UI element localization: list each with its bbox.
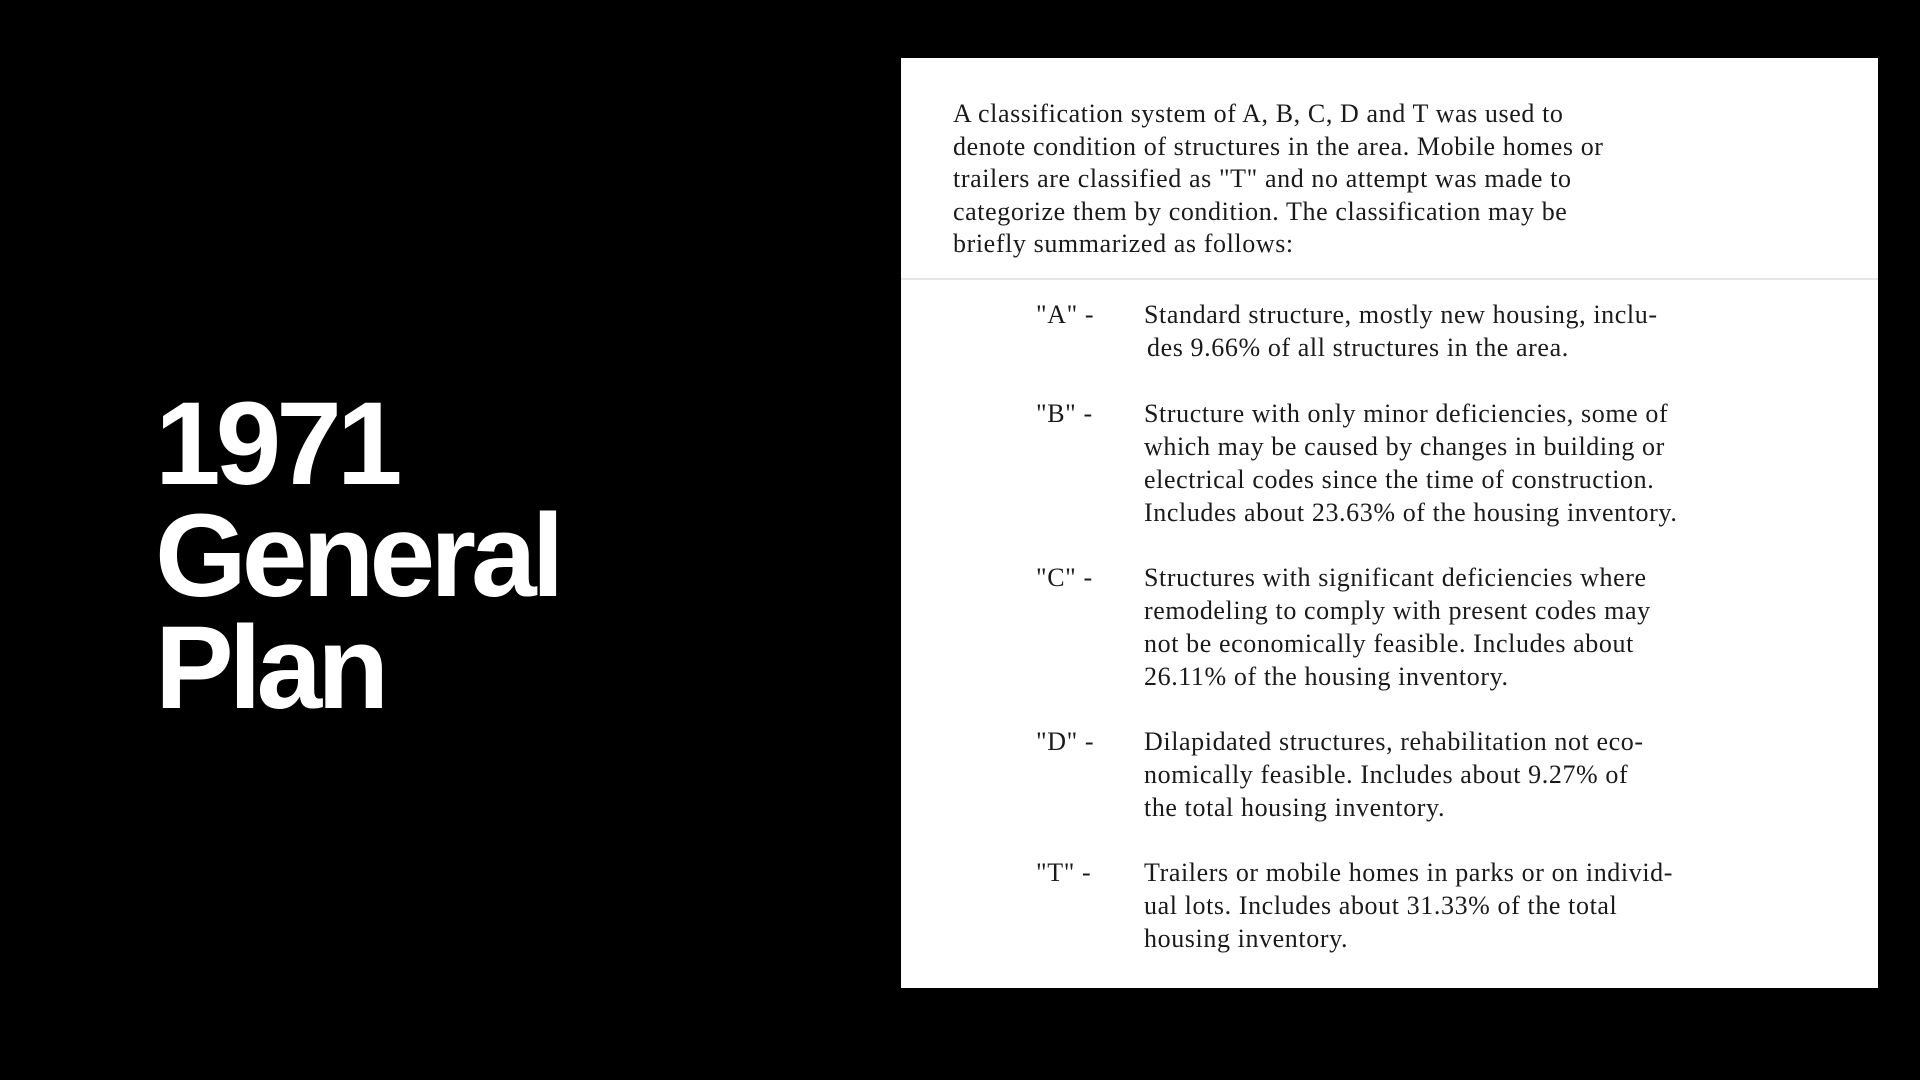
description-line: nomically feasible. Includes about 9.27% of bbox=[1144, 760, 1629, 789]
intro-line: categorize them by condition. The classification may be bbox=[953, 196, 1568, 226]
slide-title bbox=[155, 378, 560, 734]
intro-line: trailers are classified as "T" and no attempt was made to bbox=[953, 164, 1572, 193]
title-line-year: 1971 bbox=[155, 378, 398, 510]
description-line: electrical codes since the time of construction. bbox=[1144, 465, 1655, 494]
category-description bbox=[1144, 856, 1864, 955]
description-line: Trailers or mobile homes in parks or on individ- bbox=[1144, 858, 1674, 887]
title-line-general: General bbox=[155, 490, 560, 622]
category-code: "B" - bbox=[1036, 399, 1093, 428]
intro-line: A classification system of A, B, C, D and T was used to bbox=[953, 99, 1564, 128]
scan-artifact-line bbox=[901, 278, 1878, 280]
description-line: remodeling to comply with present codes may bbox=[1144, 596, 1651, 625]
category-description bbox=[1144, 298, 1864, 364]
category-code: "C" - bbox=[1036, 563, 1093, 592]
description-line: housing inventory. bbox=[1144, 924, 1349, 953]
description-line: Structure with only minor deficiencies, some of bbox=[1144, 399, 1669, 428]
title-line-plan: Plan bbox=[155, 602, 385, 734]
category-description bbox=[1144, 397, 1864, 529]
category-code: "D" - bbox=[1036, 727, 1095, 756]
category-description bbox=[1144, 561, 1864, 693]
category-code: "A" - bbox=[1036, 300, 1095, 329]
description-line: 26.11% of the housing inventory. bbox=[1144, 662, 1509, 691]
category-code: "T" - bbox=[1036, 858, 1092, 887]
intro-line: denote condition of structures in the area. Mobile homes or bbox=[953, 131, 1604, 161]
description-line: the total housing inventory. bbox=[1144, 793, 1446, 822]
scanned-document bbox=[901, 58, 1878, 988]
description-line: Structures with significant deficiencies where bbox=[1144, 563, 1647, 592]
intro-line: briefly summarized as follows: bbox=[953, 229, 1294, 258]
description-line: Standard structure, mostly new housing, inclu- bbox=[1144, 300, 1658, 329]
description-line: Includes about 23.63% of the housing inventory. bbox=[1144, 498, 1678, 527]
category-description bbox=[1144, 725, 1864, 824]
description-line: des 9.66% of all structures in the area. bbox=[1147, 333, 1569, 362]
description-line: which may be caused by changes in building or bbox=[1144, 432, 1665, 461]
description-line: ual lots. Includes about 31.33% of the total bbox=[1144, 891, 1618, 920]
description-line: Dilapidated structures, rehabilitation not eco- bbox=[1144, 727, 1644, 756]
description-line: not be economically feasible. Includes about bbox=[1144, 629, 1634, 658]
intro-paragraph bbox=[953, 98, 1833, 261]
